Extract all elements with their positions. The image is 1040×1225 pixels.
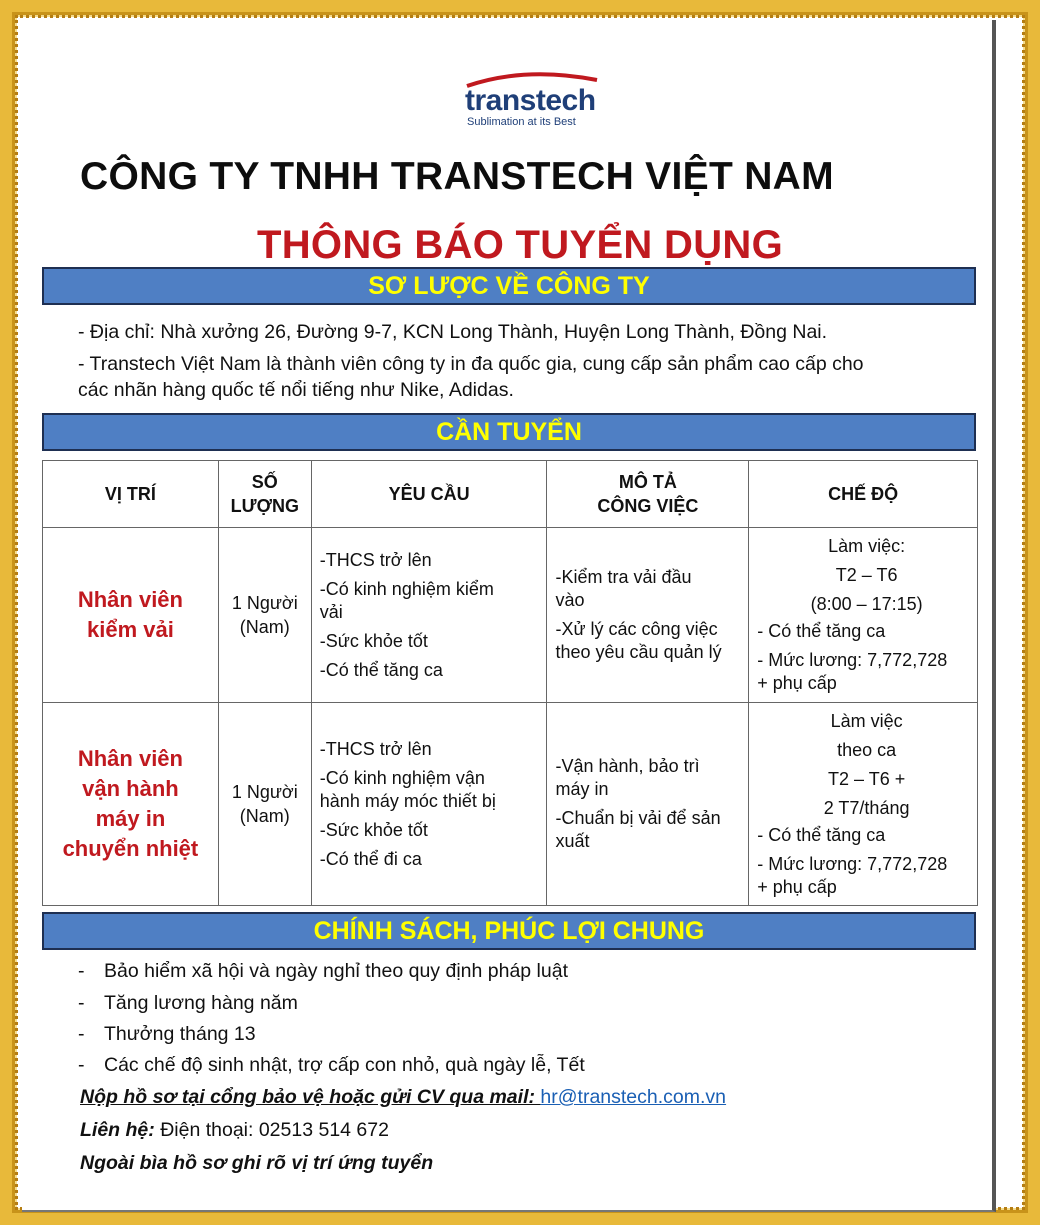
table-row: [43, 528, 978, 703]
apply-instruction: Nộp hồ sơ tại cổng bảo vệ hoặc gửi CV qua mail: hr@transtech.com.vn: [80, 1086, 727, 1108]
policy-item: - Bảo hiểm xã hội và ngày nghỉ theo quy định pháp luật: [78, 960, 569, 982]
col-header-position: VỊ TRÍ: [43, 461, 219, 528]
position-benefits: Làm việc theo ca T2 – T6 + 2 T7/tháng - Có thể tăng ca - Mức lương: 7,772,728 + phụ cấp: [749, 703, 978, 906]
company-address: - Địa chỉ: Nhà xưởng 26, Đường 9-7, KCN Long Thành, Huyện Long Thành, Đồng Nai.: [78, 321, 828, 343]
position-requirements: -THCS trở lên -Có kinh nghiệm kiểm vải -Sức khỏe tốt -Có thể tăng ca: [311, 528, 547, 703]
company-intro-line1: - Transtech Việt Nam là thành viên công ty in đa quốc gia, cung cấp sản phẩm cao cấp cho: [78, 353, 864, 375]
company-name: CÔNG TY TNHH TRANSTECH VIỆT NAM: [80, 155, 834, 198]
position-name: Nhân viên vận hành máy in chuyển nhiệt: [43, 703, 219, 906]
position-description: -Vận hành, bảo trì máy in -Chuẩn bị vải để sản xuất: [547, 703, 749, 906]
col-header-benefits: CHẾ ĐỘ: [749, 461, 978, 528]
table-header-row: [43, 461, 978, 528]
position-name: Nhân viên kiểm vải: [43, 528, 219, 703]
section-policy-heading: CHÍNH SÁCH, PHÚC LỢI CHUNG: [42, 912, 976, 950]
notice-title: THÔNG BÁO TUYỂN DỤNG: [257, 223, 783, 267]
section-about-heading: SƠ LƯỢC VỀ CÔNG TY: [42, 267, 976, 305]
policy-item: - Các chế độ sinh nhật, trợ cấp con nhỏ, quà ngày lễ, Tết: [78, 1054, 585, 1076]
position-quantity: 1 Người (Nam): [218, 703, 311, 906]
position-description: -Kiểm tra vải đầu vào -Xử lý các công việc theo yêu cầu quản lý: [547, 528, 749, 703]
col-header-requirements: YÊU CẦU: [311, 461, 547, 528]
position-benefits: Làm việc: T2 – T6 (8:00 – 17:15) - Có thể tăng ca - Mức lương: 7,772,728 + phụ cấp: [749, 528, 978, 703]
position-requirements: -THCS trở lên -Có kinh nghiệm vận hành máy móc thiết bị -Sức khỏe tốt -Có thể đi ca: [311, 703, 547, 906]
logo-wordmark: transtech: [465, 84, 596, 117]
col-header-quantity: SỐ LƯỢNG: [218, 461, 311, 528]
contact-line: Liên hệ: Điện thoại: 02513 514 672: [80, 1119, 389, 1141]
contact-phone: Điện thoại: 02513 514 672: [160, 1119, 389, 1141]
position-quantity: 1 Người (Nam): [218, 528, 311, 703]
logo-tagline: Sublimation at its Best: [467, 116, 576, 128]
company-logo: [465, 70, 600, 132]
positions-table: [42, 460, 978, 906]
footer-note: Ngoài bìa hồ sơ ghi rõ vị trí ứng tuyển: [80, 1152, 434, 1174]
section-hiring-heading: CẦN TUYỂN: [42, 413, 976, 451]
email-link[interactable]: hr@transtech.com.vn: [540, 1086, 727, 1108]
col-header-description: MÔ TẢ CÔNG VIỆC: [547, 461, 749, 528]
company-intro-line2: các nhãn hàng quốc tế nổi tiếng như Nike, Adidas.: [78, 379, 514, 401]
recruitment-notice: [22, 20, 996, 1212]
policy-item: - Thưởng tháng 13: [78, 1023, 256, 1045]
table-row: [43, 703, 978, 906]
policy-item: - Tăng lương hàng năm: [78, 992, 298, 1014]
